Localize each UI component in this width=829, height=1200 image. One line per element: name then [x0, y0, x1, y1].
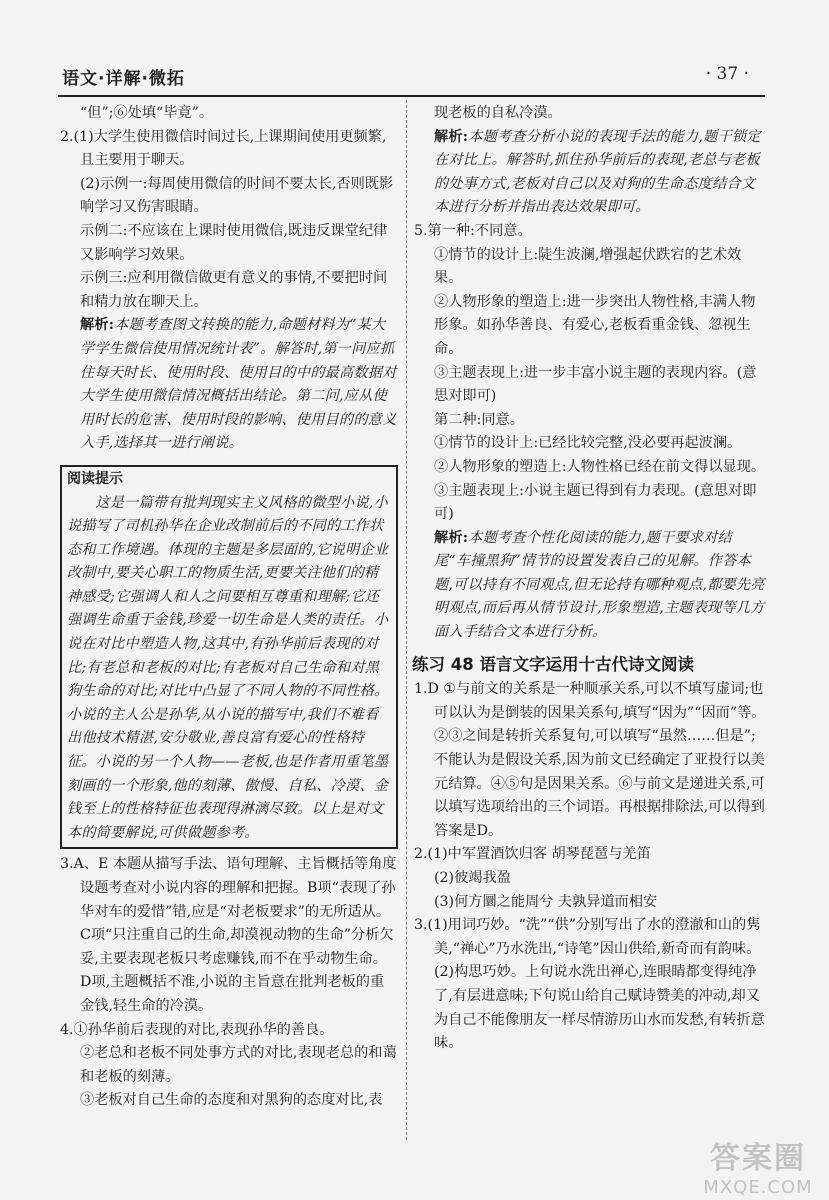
analysis-text: 本题考查图文转换的能力,命题材料为“某大学学生微信使用情况统计表”。解答时,第一问应抓住每天时长、使用时段、使用目的中的最高数据对大学生使用微信情况概括出结论。第二问,应从使用时长的危害、使用时段的影响、使用目的的意义入手,选择其一进行阐说。 — [80, 317, 397, 452]
analysis-label: 解析: — [80, 317, 115, 334]
analysis-paragraph — [60, 314, 398, 456]
answer-text: ③主题表现上:进一步丰富小说主题的表现内容。(意思对即可) — [434, 364, 757, 405]
answer-text: ②老总和老板不同处事方式的对比,表现老总的和蔼和老板的刻薄。 — [80, 1045, 397, 1085]
answer-text: ①情节的设计上:已经比较完整,没必要再起波澜。 — [434, 435, 742, 452]
answer-text: ③主题表现上:小说主题已得到有力表现。(意思对即可) — [434, 482, 757, 523]
answer-text: (3)何方圜之能周兮 夫孰异道而相安 — [434, 893, 658, 910]
answer-text: 示例二:不应该在上课时使用微信,既违反课堂纪律又影响学习效果。 — [80, 222, 388, 263]
analysis-text: 本题考查个性化阅读的能力,题干要求对结尾“车撞黑狗”情节的设置发表自己的见解。作答本题,可以持有不同观点,但无论持有哪种观点,都要先亮明观点,而后再从情节设计,形象塑造,主题表现等几方面入手结合文本进行分析。 — [434, 529, 765, 641]
answer-text: 现老板的自私冷漠。 — [434, 105, 562, 121]
header-rule — [58, 95, 765, 97]
reading-tip-title: 阅读提示 — [67, 470, 123, 487]
answer-text: 4.①孙华前后表现的对比,表现孙华的善良。 — [60, 1021, 334, 1038]
page-header-title: 语文·详解·微拓 — [62, 69, 185, 89]
watermark-logo: 答案圈 — [710, 1141, 806, 1176]
reading-tip-text: 这是一篇带有批判现实主义风格的微型小说,小说描写了司机孙华在企业改制前后的不同的工作状态和工作境遇。体现的主题是多层面的,它说明企业改制中,要关心职工的物质生活,更要关注他们的精神感受;它强调人和人之间要相互尊重和理解;它还强调生命重于金钱,珍爱一切生命是人类的责任。小说在对比中塑造人物,这其中,有孙华前后表现的对比;有老总和老板的对比;有老板对自己生命和对黑狗生命的对比;对比中凸显了不同人物的不同性格。小说的主人公是孙华,从小说的描写中,我们不难看出他技术精湛,安分敬业,善良富有爱心的性格特征。小说的另一个人物——老板,也是作者用重笔墨刻画的一个形象,他的刻薄、傲慢、自私、冷漠、金钱至上的性格特征也表现得淋漓尽致。以上是对文本的简要解说,可供做题参考。 — [67, 494, 389, 841]
answer-text: ②人物形象的塑造上:进一步突出人物性格,丰满人物形象。如孙华善良、有爱心,老板看重金钱、忽视生命。 — [434, 293, 756, 357]
answer-text: (2)彼竭我盈 — [434, 870, 511, 886]
column-divider — [406, 100, 407, 1140]
analysis-paragraph — [414, 527, 766, 645]
answer-text: 1.D ①与前文的关系是一种顺承关系,可以不填写虚词;也可以认为是倒装的因果关系句,填写“因为”“因而”等。②③之间是转折关系复句,可以填写“虽然……但是”;不能认为是假设关系,因为前文已经确定了亚投行以美元结算。④⑤句是因果关系。⑥与前文是递进关系,可以填写选项给出的三个词语。再根据排除法,可以得到答案是D。 — [414, 681, 766, 839]
answer-text: “但”;⑥处填“毕竟”。 — [80, 105, 214, 121]
right-column — [414, 102, 766, 1056]
answer-text: 3.A、E 本题从描写手法、语句理解、主旨概括等角度设题考查对小说内容的理解和把握。B项“表现了孙华对车的爱惜”错,应是“对老板要求”的无所适从。C项“只注重自己的生命,却漠视动物的生命”分析欠妥,主要表现老板只考虑赚钱,而不在乎动物生命。D项,主题概括不准,小说的主旨意在批判老板的重金钱,轻生命的冷漠。 — [60, 856, 397, 1014]
answer-text: 5.第一种:不同意。 — [414, 222, 532, 239]
section-heading: 练习 48 语言文字运用十古代诗文阅读 — [412, 654, 694, 674]
analysis-label: 解析: — [434, 128, 469, 145]
answer-text: ②人物形象的塑造上:人物性格已经在前文得以显现。 — [434, 458, 766, 475]
answer-text: (2)构思巧妙。上句说水洗出禅心,连眼睛都变得纯净了,有层进意味;下句说山给自己赋诗赞美的冲动,却又为自己不能像朋友一样尽情游历山水而发愁,有转折意味。 — [434, 964, 765, 1052]
watermark — [693, 1133, 823, 1198]
answer-text: 第二种:同意。 — [434, 411, 524, 428]
page-number: · 37 · — [705, 64, 749, 84]
answer-text: ③老板对自己生命的态度和对黑狗的态度对比,表 — [80, 1092, 383, 1109]
analysis-text: 本题考查分析小说的表现手法的能力,题干锁定在对比上。解答时,抓住孙华前后的表现,老总与老板的处事方式,老板对自己以及对狗的生命态度结合文本进行分析并指出表达效果即可。 — [434, 128, 761, 216]
analysis-paragraph — [414, 126, 766, 220]
watermark-url: MXQE.COM — [703, 1177, 813, 1198]
answer-text: (2)示例一:每周使用微信的时间不要太长,否则既影响学习又伤害眼睛。 — [80, 175, 394, 216]
reading-tip-box — [60, 465, 398, 850]
answer-text: 2.(1)中军置酒饮归客 胡琴琵琶与羌笛 — [414, 846, 651, 863]
answer-text: ①情节的设计上:陡生波澜,增强起伏跌宕的艺术效果。 — [434, 246, 742, 287]
analysis-label: 解析: — [434, 529, 469, 546]
answer-text: 2.(1)大学生使用微信时间过长,上课期间使用更频繁,且主要用于聊天。 — [60, 128, 387, 169]
left-column — [60, 102, 398, 1113]
answer-text: 示例三:应利用微信做更有意义的事情,不要把时间和精力放在聊天上。 — [80, 270, 388, 310]
answer-text: 3.(1)用词巧妙。“洗”“供”分别写出了水的澄澈和山的隽美,“禅心”乃水洗出,“诗笔”因山供给,新奇而有韵味。 — [414, 917, 761, 957]
